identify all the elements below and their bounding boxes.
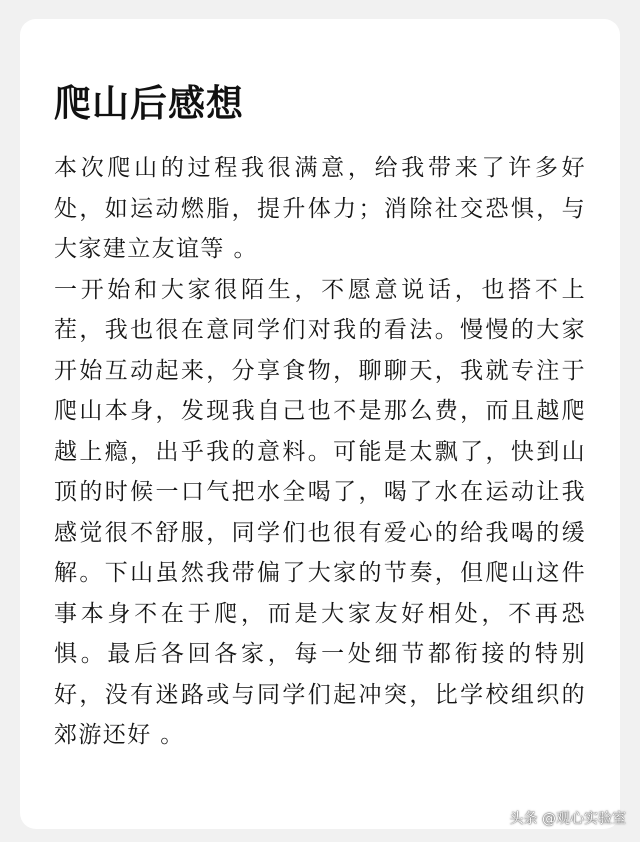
article-card (20, 19, 620, 829)
article-paragraph: 一开始和大家很陌生，不愿意说话，也搭不上茬，我也很在意同学们对我的看法。慢慢的大家开始互动起来，分享食物，聊聊天，我就专注于爬山本身，发现我自己也不是那么费，而且越爬越上瘾，出乎我的意料。可能是太飘了，快到山顶的时候一口气把水全喝了，喝了水在运动让我感觉很不舒服，同学们也很有爱心的给我喝的缓解。下山虽然我带偏了大家的节奏，但爬山这件事本身不在于爬，而是大家友好相处，不再恐惧。最后各回各家，每一处细节都衔接的特别好，没有迷路或与同学们起冲突，比学校组织的郊游还好 。 (54, 276, 586, 748)
article-paragraph: 本次爬山的过程我很满意，给我带来了许多好处，如运动燃脂，提升体力；消除社交恐惧，与大家建立友谊等 。 (54, 155, 586, 262)
article-body (54, 148, 586, 756)
article-title: 爬山后感想 (54, 81, 244, 125)
source-watermark: 头条 @观心实验室 (509, 811, 626, 827)
